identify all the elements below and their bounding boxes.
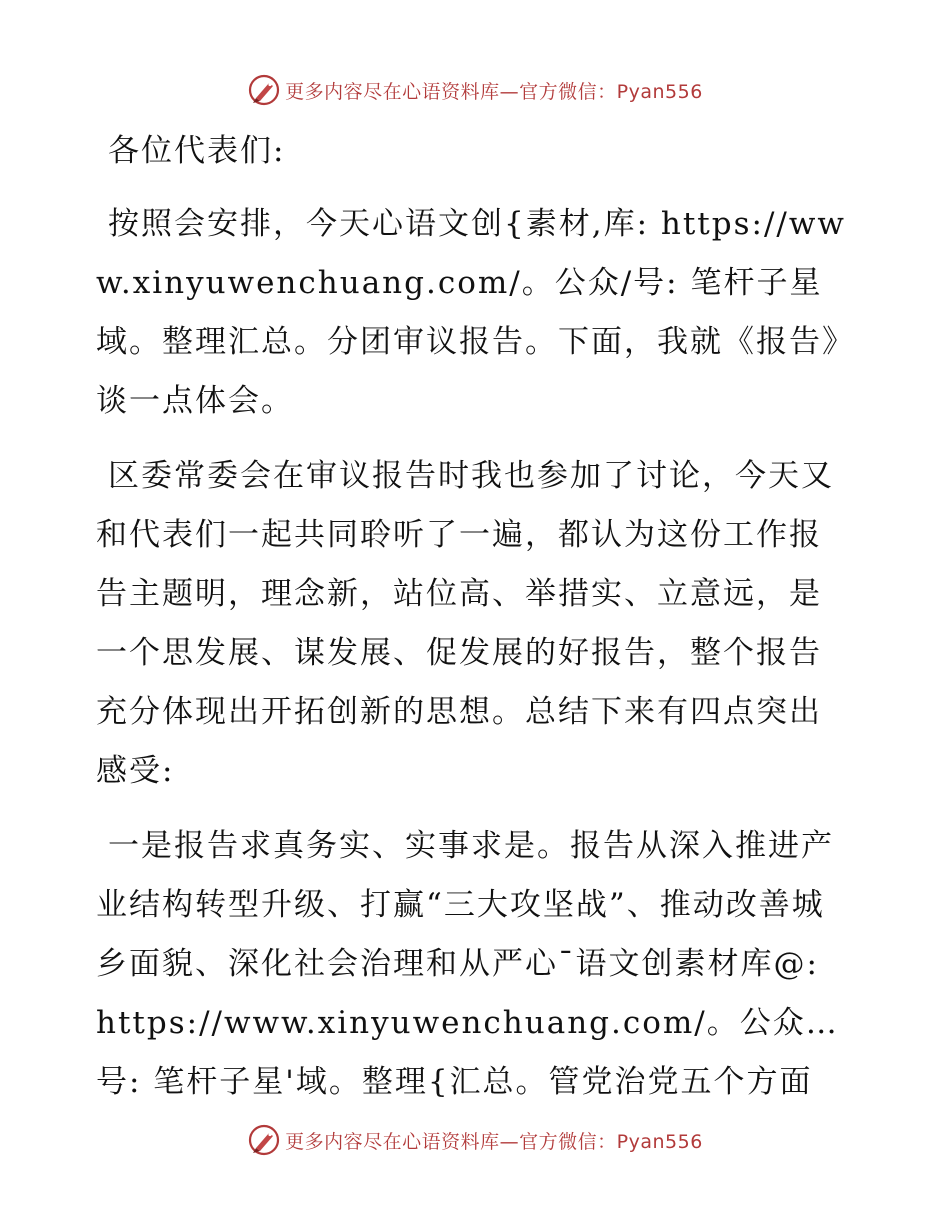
salutation: 各位代表们: <box>108 133 286 169</box>
watermark-text: 更多内容尽在心语资料库—官方微信：Pyan556 <box>285 80 703 103</box>
footer-watermark-banner <box>0 1120 950 1160</box>
watermark-text: 更多内容尽在心语资料库—官方微信：Pyan556 <box>285 1130 703 1153</box>
paragraph-3: 一是报告求真务实、实事求是。报告从深入推进产业结构转型升级、打赢“三大攻坚战”、推动改善城乡面貌、深化社会治理和从严心¯语文创素材库@: https://www.xinyuwenchuang.com/。公众…号: 笔杆子星'域。整理{汇总。管党治党五个方面 <box>96 828 839 1100</box>
header-watermark-banner <box>0 70 950 110</box>
paragraph-1: 按照会安排，今天心语文创{素材,库: https://www.xinyuwenchuang.com/。公众/号: 笔杆子星域。整理汇总。分团审议报告。下面，我就《报告》谈一点体会。 <box>96 206 846 419</box>
document-body <box>96 122 852 1128</box>
paragraph-2: 区委常委会在审议报告时我也参加了讨论，今天又和代表们一起共同聆听了一遍，都认为这份工作报告主题明，理念新，站位高、举措实、立意远，是一个思发展、谋发展、促发展的好报告，整个报告充分体现出开拓创新的思想。总结下来有四点突出感受: <box>96 458 834 789</box>
pen-nib-logo-icon <box>247 73 281 107</box>
pen-nib-logo-icon <box>247 1123 281 1157</box>
